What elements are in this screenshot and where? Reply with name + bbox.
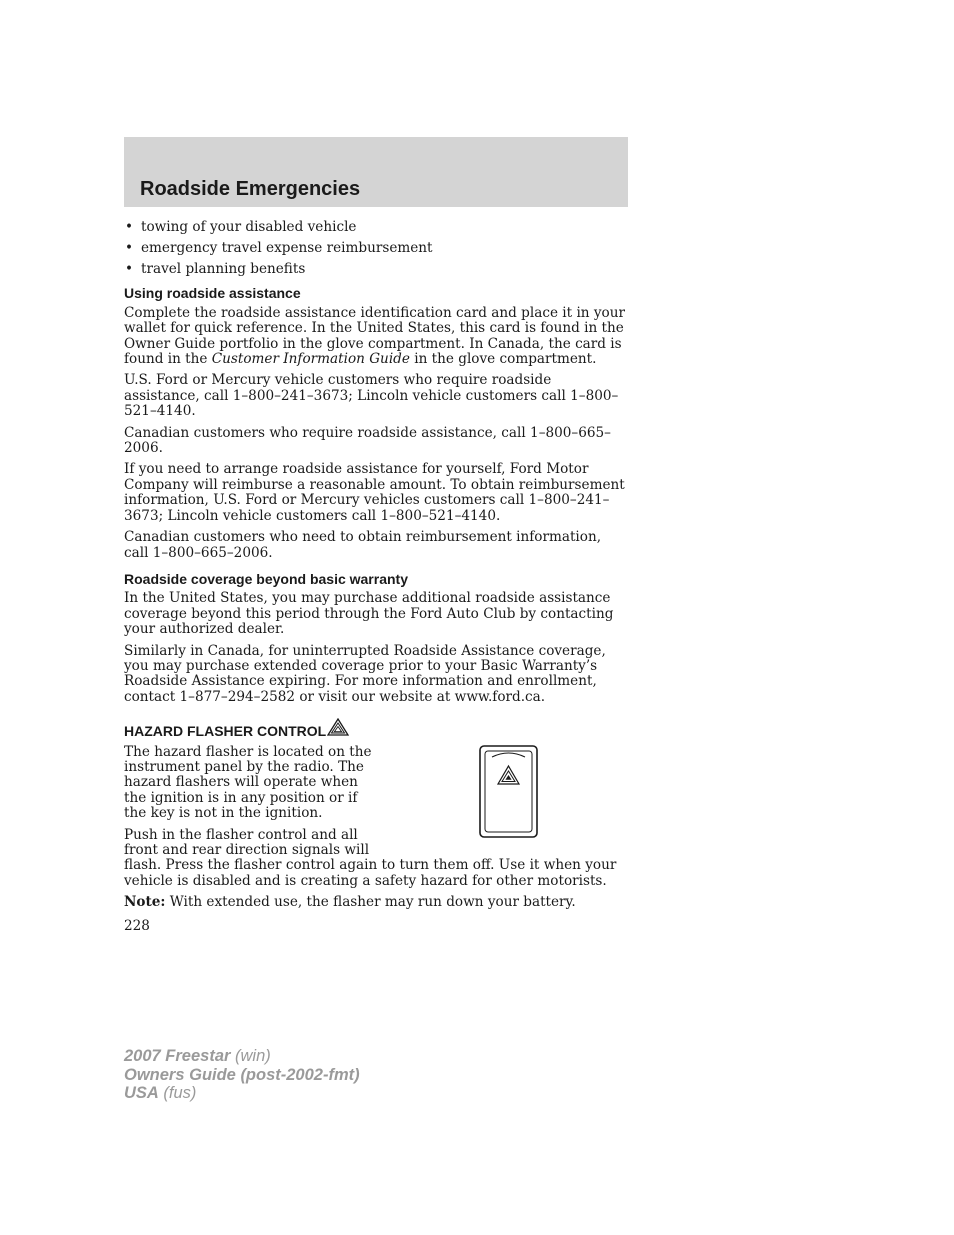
paragraph: Canadian customers who need to obtain reimbursement information, call 1–800–665–2006. xyxy=(124,529,602,561)
paragraph: U.S. Ford or Mercury vehicle customers who require roadside assistance, call 1–800–241–3673; Lincoln vehicle customers call 1–800–521–4140. xyxy=(124,372,619,420)
hazard-triangle-icon xyxy=(327,718,349,739)
benefits-list xyxy=(124,220,629,277)
page-number: 228 xyxy=(124,917,150,934)
paragraph: Similarly in Canada, for uninterrupted Roadside Assistance coverage, you may purchase extended coverage prior to your Basic Warranty’s Roadside Assistance expiring. For more information and enrollment, contact 1–877–294–2582 or visit our website at www.ford.ca. xyxy=(124,642,606,705)
list-item: • towing of your disabled vehicle xyxy=(124,220,629,235)
paragraph: In the United States, you may purchase additional roadside assistance coverage beyond this period through the Ford Auto Club by contacting your authorized dealer. xyxy=(124,590,614,638)
note-label: Note: xyxy=(124,894,166,911)
page-content xyxy=(124,220,629,934)
heading-using-roadside-assistance: Using roadside assistance xyxy=(124,285,301,302)
list-item: • emergency travel expense reimbursement xyxy=(124,241,629,256)
paragraph: If you need to arrange roadside assistance for yourself, Ford Motor Company will reimburse a reasonable amount. To obtain reimbursement information, U.S. Ford or Mercury vehicles customers call 1–800–241–3673; Lincoln vehicle customers call 1–800–521–4140. xyxy=(124,461,625,524)
paragraph: Canadian customers who require roadside assistance, call 1–800–665–2006. xyxy=(124,424,611,457)
hazard-switch-illustration xyxy=(479,745,539,839)
note: Note: With extended use, the flasher may run down your battery. xyxy=(124,894,576,911)
document-footer xyxy=(124,1047,360,1103)
paragraph: Complete the roadside assistance identification card and place it in your wallet for quick reference. In the United States, this card is found in the Owner Guide portfolio in the glove compartment. In Canada, the card is found in the Customer Information Guide in the glove compartment. xyxy=(124,304,625,368)
guide-title-italic: Customer Information Guide xyxy=(211,351,410,368)
page-title: Roadside Emergencies xyxy=(140,178,361,200)
hazard-section xyxy=(124,745,629,911)
heading-roadside-coverage: Roadside coverage beyond basic warranty xyxy=(124,570,408,587)
footer-line: USA (fus) xyxy=(124,1084,197,1102)
heading-hazard-flasher-control: HAZARD FLASHER CONTROL xyxy=(124,718,629,739)
paragraph: The hazard flasher is located on the instrument panel by the radio. The hazard flashers will operate when the ignition is in any position or if the key is not in the ignition. xyxy=(124,743,372,822)
paragraph: Push in the flasher control and all front and rear direction signals will xyxy=(124,826,370,858)
paragraph: flash. Press the flasher control again to turn them off. Use it when your vehicle is disabled and is creating a safety hazard for other motorists. xyxy=(124,857,617,889)
list-item: • travel planning benefits xyxy=(124,262,629,277)
footer-line: Owners Guide (post-2002-fmt) xyxy=(124,1065,360,1084)
section-header-band xyxy=(124,137,628,207)
footer-line: 2007 Freestar (win) xyxy=(124,1047,271,1065)
